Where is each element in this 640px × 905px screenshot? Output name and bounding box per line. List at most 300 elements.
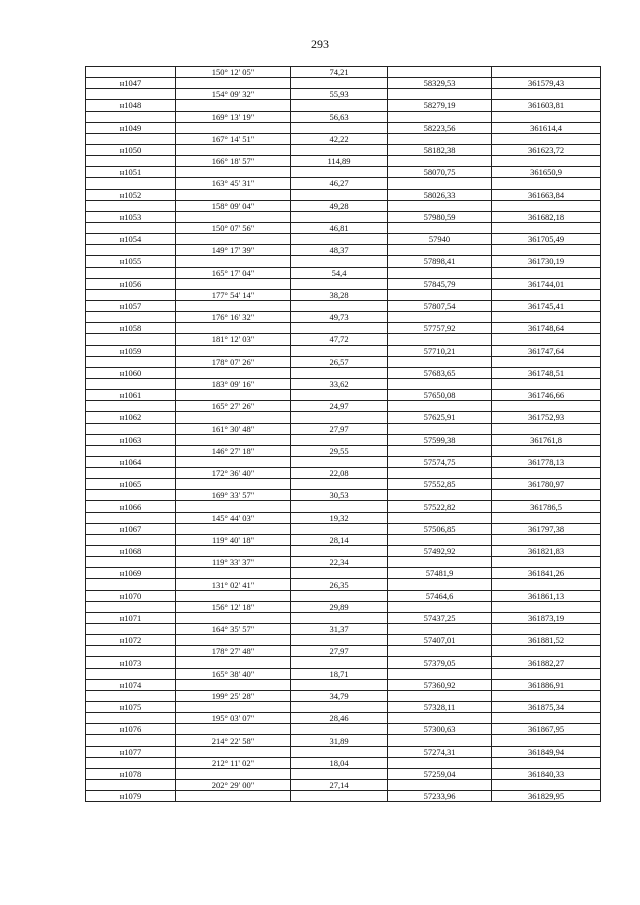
point-cell: н1048 bbox=[86, 100, 176, 111]
empty-cell bbox=[291, 635, 388, 646]
empty-cell bbox=[291, 724, 388, 735]
point-row bbox=[86, 256, 601, 267]
empty-cell bbox=[291, 367, 388, 378]
point-cell: н1074 bbox=[86, 679, 176, 690]
point-row bbox=[86, 167, 601, 178]
y-coordinate-cell: 361797,38 bbox=[492, 523, 601, 534]
angle-cell: 163° 45' 31" bbox=[176, 178, 291, 189]
empty-cell bbox=[86, 646, 176, 657]
x-coordinate-cell: 58070,75 bbox=[388, 167, 492, 178]
distance-cell: 27,97 bbox=[291, 646, 388, 657]
x-coordinate-cell: 57898,41 bbox=[388, 256, 492, 267]
measure-row bbox=[86, 468, 601, 479]
y-coordinate-cell: 361840,33 bbox=[492, 768, 601, 779]
empty-cell bbox=[86, 624, 176, 635]
measure-row bbox=[86, 178, 601, 189]
empty-cell bbox=[86, 200, 176, 211]
x-coordinate-cell: 57757,92 bbox=[388, 323, 492, 334]
empty-cell bbox=[176, 300, 291, 311]
y-coordinate-cell: 361614,4 bbox=[492, 122, 601, 133]
point-row bbox=[86, 612, 601, 623]
x-coordinate-cell: 57807,54 bbox=[388, 300, 492, 311]
empty-cell bbox=[176, 791, 291, 802]
empty-cell bbox=[291, 234, 388, 245]
angle-cell: 119° 40' 18" bbox=[176, 534, 291, 545]
empty-cell bbox=[86, 289, 176, 300]
empty-cell bbox=[388, 668, 492, 679]
y-coordinate-cell: 361747,64 bbox=[492, 345, 601, 356]
x-coordinate-cell: 57599,38 bbox=[388, 434, 492, 445]
empty-cell bbox=[176, 456, 291, 467]
empty-cell bbox=[291, 345, 388, 356]
measure-row bbox=[86, 490, 601, 501]
empty-cell bbox=[492, 334, 601, 345]
distance-cell: 29,55 bbox=[291, 445, 388, 456]
point-row bbox=[86, 523, 601, 534]
empty-cell bbox=[176, 144, 291, 155]
empty-cell bbox=[388, 512, 492, 523]
distance-cell: 46,81 bbox=[291, 222, 388, 233]
angle-cell: 176° 16' 32" bbox=[176, 312, 291, 323]
distance-cell: 26,57 bbox=[291, 356, 388, 367]
point-cell: н1068 bbox=[86, 546, 176, 557]
empty-cell bbox=[388, 222, 492, 233]
empty-cell bbox=[492, 423, 601, 434]
measure-row bbox=[86, 111, 601, 122]
empty-cell bbox=[388, 468, 492, 479]
empty-cell bbox=[176, 546, 291, 557]
coordinates-table bbox=[85, 66, 601, 802]
measure-row bbox=[86, 780, 601, 791]
empty-cell bbox=[388, 89, 492, 100]
empty-cell bbox=[291, 657, 388, 668]
empty-cell bbox=[86, 557, 176, 568]
empty-cell bbox=[388, 178, 492, 189]
point-row bbox=[86, 568, 601, 579]
point-cell: н1055 bbox=[86, 256, 176, 267]
measure-row bbox=[86, 289, 601, 300]
page-number: 293 bbox=[311, 37, 329, 51]
empty-cell bbox=[388, 557, 492, 568]
point-row bbox=[86, 590, 601, 601]
angle-cell: 161° 30' 48" bbox=[176, 423, 291, 434]
x-coordinate-cell: 58329,53 bbox=[388, 78, 492, 89]
distance-cell: 19,32 bbox=[291, 512, 388, 523]
measure-row bbox=[86, 579, 601, 590]
angle-cell: 169° 13' 19" bbox=[176, 111, 291, 122]
empty-cell bbox=[86, 780, 176, 791]
point-row bbox=[86, 390, 601, 401]
point-row bbox=[86, 78, 601, 89]
empty-cell bbox=[492, 468, 601, 479]
empty-cell bbox=[291, 612, 388, 623]
distance-cell: 47,72 bbox=[291, 334, 388, 345]
x-coordinate-cell: 58026,33 bbox=[388, 189, 492, 200]
point-cell: н1053 bbox=[86, 211, 176, 222]
point-cell: н1047 bbox=[86, 78, 176, 89]
y-coordinate-cell: 361821,83 bbox=[492, 546, 601, 557]
distance-cell: 29,89 bbox=[291, 601, 388, 612]
empty-cell bbox=[291, 278, 388, 289]
point-cell: н1079 bbox=[86, 791, 176, 802]
empty-cell bbox=[176, 724, 291, 735]
y-coordinate-cell: 361873,19 bbox=[492, 612, 601, 623]
empty-cell bbox=[86, 67, 176, 78]
empty-cell bbox=[388, 67, 492, 78]
empty-cell bbox=[291, 523, 388, 534]
point-cell: н1073 bbox=[86, 657, 176, 668]
empty-cell bbox=[388, 356, 492, 367]
empty-cell bbox=[388, 445, 492, 456]
empty-cell bbox=[176, 768, 291, 779]
angle-cell: 183° 09' 16" bbox=[176, 378, 291, 389]
point-row bbox=[86, 189, 601, 200]
measure-row bbox=[86, 378, 601, 389]
empty-cell bbox=[291, 100, 388, 111]
distance-cell: 22,34 bbox=[291, 557, 388, 568]
point-row bbox=[86, 456, 601, 467]
point-row bbox=[86, 746, 601, 757]
x-coordinate-cell: 57552,85 bbox=[388, 479, 492, 490]
point-cell: н1076 bbox=[86, 724, 176, 735]
empty-cell bbox=[291, 679, 388, 690]
empty-cell bbox=[492, 713, 601, 724]
point-cell: н1058 bbox=[86, 323, 176, 334]
x-coordinate-cell: 57522,82 bbox=[388, 501, 492, 512]
distance-cell: 49,73 bbox=[291, 312, 388, 323]
empty-cell bbox=[492, 601, 601, 612]
point-row bbox=[86, 122, 601, 133]
empty-cell bbox=[86, 445, 176, 456]
x-coordinate-cell: 57506,85 bbox=[388, 523, 492, 534]
empty-cell bbox=[388, 624, 492, 635]
empty-cell bbox=[492, 557, 601, 568]
y-coordinate-cell: 361745,41 bbox=[492, 300, 601, 311]
point-row bbox=[86, 278, 601, 289]
x-coordinate-cell: 57259,04 bbox=[388, 768, 492, 779]
empty-cell bbox=[388, 334, 492, 345]
empty-cell bbox=[388, 601, 492, 612]
measure-row bbox=[86, 690, 601, 701]
empty-cell bbox=[291, 78, 388, 89]
angle-cell: 202° 29' 00" bbox=[176, 780, 291, 791]
point-cell: н1064 bbox=[86, 456, 176, 467]
measure-row bbox=[86, 200, 601, 211]
angle-cell: 131° 02' 41" bbox=[176, 579, 291, 590]
y-coordinate-cell: 361829,95 bbox=[492, 791, 601, 802]
empty-cell bbox=[176, 323, 291, 334]
angle-cell: 167° 14' 51" bbox=[176, 133, 291, 144]
angle-cell: 149° 17' 39" bbox=[176, 245, 291, 256]
empty-cell bbox=[492, 378, 601, 389]
distance-cell: 22,08 bbox=[291, 468, 388, 479]
empty-cell bbox=[176, 746, 291, 757]
empty-cell bbox=[388, 690, 492, 701]
distance-cell: 18,04 bbox=[291, 757, 388, 768]
y-coordinate-cell: 361752,93 bbox=[492, 412, 601, 423]
measure-row bbox=[86, 668, 601, 679]
empty-cell bbox=[388, 378, 492, 389]
measure-row bbox=[86, 601, 601, 612]
empty-cell bbox=[291, 768, 388, 779]
angle-cell: 181° 12' 03" bbox=[176, 334, 291, 345]
point-cell: н1066 bbox=[86, 501, 176, 512]
empty-cell bbox=[291, 590, 388, 601]
empty-cell bbox=[492, 690, 601, 701]
angle-cell: 165° 17' 04" bbox=[176, 267, 291, 278]
empty-cell bbox=[176, 278, 291, 289]
x-coordinate-cell: 57437,25 bbox=[388, 612, 492, 623]
measure-row bbox=[86, 222, 601, 233]
measure-row bbox=[86, 512, 601, 523]
point-cell: н1052 bbox=[86, 189, 176, 200]
x-coordinate-cell: 57379,05 bbox=[388, 657, 492, 668]
point-row bbox=[86, 434, 601, 445]
empty-cell bbox=[492, 200, 601, 211]
empty-cell bbox=[291, 746, 388, 757]
empty-cell bbox=[388, 423, 492, 434]
y-coordinate-cell: 361761,8 bbox=[492, 434, 601, 445]
angle-cell: 212° 11' 02" bbox=[176, 757, 291, 768]
distance-cell: 114,89 bbox=[291, 156, 388, 167]
angle-cell: 165° 27' 26" bbox=[176, 401, 291, 412]
empty-cell bbox=[291, 300, 388, 311]
point-cell: н1072 bbox=[86, 635, 176, 646]
empty-cell bbox=[176, 679, 291, 690]
empty-cell bbox=[492, 624, 601, 635]
y-coordinate-cell: 361705,49 bbox=[492, 234, 601, 245]
y-coordinate-cell: 361746,66 bbox=[492, 390, 601, 401]
measure-row bbox=[86, 156, 601, 167]
empty-cell bbox=[86, 267, 176, 278]
distance-cell: 27,97 bbox=[291, 423, 388, 434]
point-row bbox=[86, 546, 601, 557]
point-row bbox=[86, 367, 601, 378]
x-coordinate-cell: 57274,31 bbox=[388, 746, 492, 757]
empty-cell bbox=[492, 579, 601, 590]
point-cell: н1060 bbox=[86, 367, 176, 378]
point-row bbox=[86, 635, 601, 646]
angle-cell: 165° 38' 40" bbox=[176, 668, 291, 679]
empty-cell bbox=[86, 690, 176, 701]
y-coordinate-cell: 361841,26 bbox=[492, 568, 601, 579]
y-coordinate-cell: 361778,13 bbox=[492, 456, 601, 467]
y-coordinate-cell: 361663,84 bbox=[492, 189, 601, 200]
measure-row bbox=[86, 624, 601, 635]
angle-cell: 166° 18' 57" bbox=[176, 156, 291, 167]
distance-cell: 31,89 bbox=[291, 735, 388, 746]
point-cell: н1050 bbox=[86, 144, 176, 155]
distance-cell: 30,53 bbox=[291, 490, 388, 501]
empty-cell bbox=[492, 245, 601, 256]
empty-cell bbox=[176, 590, 291, 601]
empty-cell bbox=[492, 735, 601, 746]
empty-cell bbox=[176, 100, 291, 111]
y-coordinate-cell: 361780,97 bbox=[492, 479, 601, 490]
point-row bbox=[86, 345, 601, 356]
distance-cell: 18,71 bbox=[291, 668, 388, 679]
empty-cell bbox=[86, 713, 176, 724]
distance-cell: 26,35 bbox=[291, 579, 388, 590]
y-coordinate-cell: 361786,5 bbox=[492, 501, 601, 512]
empty-cell bbox=[86, 423, 176, 434]
x-coordinate-cell: 58223,56 bbox=[388, 122, 492, 133]
distance-cell: 42,22 bbox=[291, 133, 388, 144]
point-row bbox=[86, 234, 601, 245]
empty-cell bbox=[388, 133, 492, 144]
y-coordinate-cell: 361849,94 bbox=[492, 746, 601, 757]
coordinates-table-body bbox=[86, 67, 601, 802]
empty-cell bbox=[492, 401, 601, 412]
point-row bbox=[86, 791, 601, 802]
empty-cell bbox=[492, 156, 601, 167]
y-coordinate-cell: 361603,81 bbox=[492, 100, 601, 111]
x-coordinate-cell: 57328,11 bbox=[388, 702, 492, 713]
empty-cell bbox=[492, 757, 601, 768]
empty-cell bbox=[86, 222, 176, 233]
y-coordinate-cell: 361867,95 bbox=[492, 724, 601, 735]
x-coordinate-cell: 58279,19 bbox=[388, 100, 492, 111]
empty-cell bbox=[388, 245, 492, 256]
empty-cell bbox=[176, 167, 291, 178]
empty-cell bbox=[492, 289, 601, 300]
empty-cell bbox=[86, 245, 176, 256]
measure-row bbox=[86, 312, 601, 323]
empty-cell bbox=[291, 434, 388, 445]
empty-cell bbox=[492, 67, 601, 78]
empty-cell bbox=[388, 534, 492, 545]
measure-row bbox=[86, 713, 601, 724]
angle-cell: 178° 27' 48" bbox=[176, 646, 291, 657]
x-coordinate-cell: 57625,91 bbox=[388, 412, 492, 423]
y-coordinate-cell: 361748,51 bbox=[492, 367, 601, 378]
point-row bbox=[86, 702, 601, 713]
x-coordinate-cell: 57407,01 bbox=[388, 635, 492, 646]
empty-cell bbox=[291, 167, 388, 178]
point-row bbox=[86, 657, 601, 668]
measure-row bbox=[86, 445, 601, 456]
angle-cell: 164° 35' 57" bbox=[176, 624, 291, 635]
empty-cell bbox=[388, 646, 492, 657]
empty-cell bbox=[291, 122, 388, 133]
x-coordinate-cell: 57683,65 bbox=[388, 367, 492, 378]
empty-cell bbox=[291, 412, 388, 423]
empty-cell bbox=[492, 668, 601, 679]
distance-cell: 24,97 bbox=[291, 401, 388, 412]
point-row bbox=[86, 768, 601, 779]
empty-cell bbox=[86, 356, 176, 367]
empty-cell bbox=[176, 189, 291, 200]
empty-cell bbox=[388, 713, 492, 724]
empty-cell bbox=[388, 312, 492, 323]
empty-cell bbox=[176, 234, 291, 245]
empty-cell bbox=[176, 612, 291, 623]
angle-cell: 178° 07' 26" bbox=[176, 356, 291, 367]
empty-cell bbox=[86, 534, 176, 545]
empty-cell bbox=[176, 523, 291, 534]
empty-cell bbox=[86, 334, 176, 345]
point-row bbox=[86, 501, 601, 512]
empty-cell bbox=[176, 211, 291, 222]
point-cell: н1069 bbox=[86, 568, 176, 579]
empty-cell bbox=[176, 412, 291, 423]
empty-cell bbox=[176, 256, 291, 267]
point-row bbox=[86, 323, 601, 334]
empty-cell bbox=[492, 111, 601, 122]
distance-cell: 31,37 bbox=[291, 624, 388, 635]
empty-cell bbox=[291, 144, 388, 155]
x-coordinate-cell: 57481,9 bbox=[388, 568, 492, 579]
angle-cell: 214° 22' 58" bbox=[176, 735, 291, 746]
angle-cell: 156° 12' 18" bbox=[176, 601, 291, 612]
point-cell: н1061 bbox=[86, 390, 176, 401]
empty-cell bbox=[291, 323, 388, 334]
point-cell: н1051 bbox=[86, 167, 176, 178]
empty-cell bbox=[492, 646, 601, 657]
y-coordinate-cell: 361748,64 bbox=[492, 323, 601, 334]
empty-cell bbox=[388, 735, 492, 746]
empty-cell bbox=[86, 490, 176, 501]
measure-row bbox=[86, 534, 601, 545]
point-cell: н1075 bbox=[86, 702, 176, 713]
point-row bbox=[86, 300, 601, 311]
empty-cell bbox=[86, 512, 176, 523]
empty-cell bbox=[291, 702, 388, 713]
empty-cell bbox=[388, 289, 492, 300]
x-coordinate-cell: 57845,79 bbox=[388, 278, 492, 289]
empty-cell bbox=[86, 579, 176, 590]
point-cell: н1056 bbox=[86, 278, 176, 289]
empty-cell bbox=[492, 312, 601, 323]
empty-cell bbox=[86, 378, 176, 389]
y-coordinate-cell: 361881,52 bbox=[492, 635, 601, 646]
y-coordinate-cell: 361579,43 bbox=[492, 78, 601, 89]
x-coordinate-cell: 57574,75 bbox=[388, 456, 492, 467]
distance-cell: 33,62 bbox=[291, 378, 388, 389]
point-row bbox=[86, 412, 601, 423]
y-coordinate-cell: 361861,13 bbox=[492, 590, 601, 601]
empty-cell bbox=[176, 568, 291, 579]
point-row bbox=[86, 479, 601, 490]
empty-cell bbox=[86, 468, 176, 479]
empty-cell bbox=[388, 757, 492, 768]
angle-cell: 172° 36' 40" bbox=[176, 468, 291, 479]
empty-cell bbox=[492, 89, 601, 100]
empty-cell bbox=[86, 735, 176, 746]
measure-row bbox=[86, 67, 601, 78]
distance-cell: 28,14 bbox=[291, 534, 388, 545]
angle-cell: 150° 07' 56" bbox=[176, 222, 291, 233]
point-row bbox=[86, 679, 601, 690]
empty-cell bbox=[86, 401, 176, 412]
empty-cell bbox=[291, 456, 388, 467]
empty-cell bbox=[176, 501, 291, 512]
empty-cell bbox=[176, 390, 291, 401]
y-coordinate-cell: 361875,34 bbox=[492, 702, 601, 713]
empty-cell bbox=[86, 156, 176, 167]
y-coordinate-cell: 361730,19 bbox=[492, 256, 601, 267]
empty-cell bbox=[291, 189, 388, 200]
empty-cell bbox=[176, 657, 291, 668]
x-coordinate-cell: 57360,92 bbox=[388, 679, 492, 690]
x-coordinate-cell: 57233,96 bbox=[388, 791, 492, 802]
angle-cell: 199° 25' 28" bbox=[176, 690, 291, 701]
x-coordinate-cell: 57710,21 bbox=[388, 345, 492, 356]
x-coordinate-cell: 57492,92 bbox=[388, 546, 492, 557]
point-cell: н1062 bbox=[86, 412, 176, 423]
y-coordinate-cell: 361650,9 bbox=[492, 167, 601, 178]
point-cell: н1063 bbox=[86, 434, 176, 445]
